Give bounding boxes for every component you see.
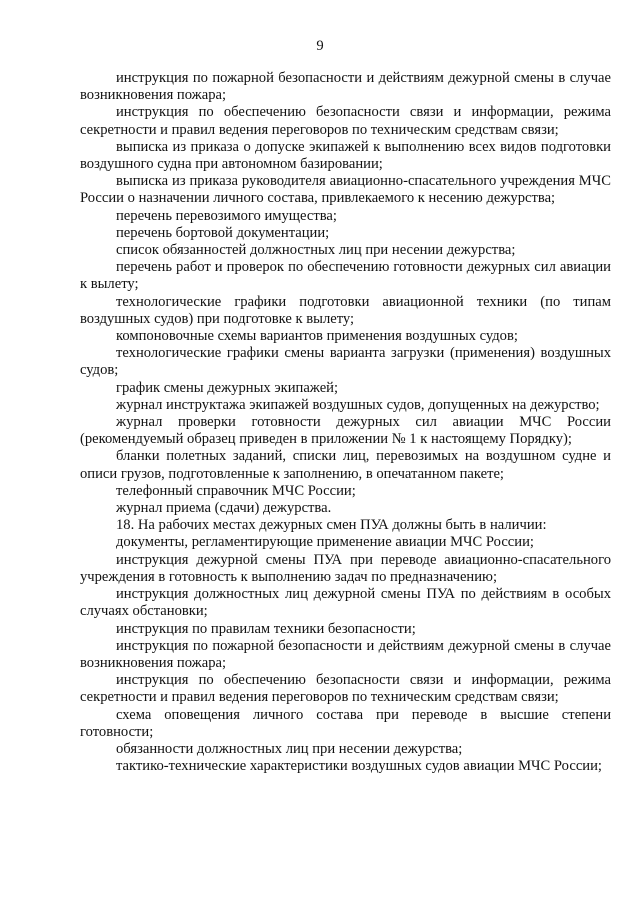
paragraph: инструкция дежурной смены ПУА при переводе авиационно-спасательного учреждения в готовность к выполнению задач по предназначению; — [80, 551, 611, 585]
paragraph: график смены дежурных экипажей; — [116, 379, 339, 396]
paragraph: перечень работ и проверок по обеспечению готовности дежурных сил авиации к вылету; — [80, 259, 611, 293]
paragraph: телефонный справочник МЧС России; — [116, 482, 356, 499]
paragraph: инструкция по пожарной безопасности и действиям дежурной смены в случае возникновения пожара; — [80, 637, 611, 671]
paragraph: обязанности должностных лиц при несении дежурства; — [116, 740, 463, 757]
paragraph: инструкция по обеспечению безопасности связи и информации, режима секретности и правил ведения переговоров по техническим средствам связи; — [80, 104, 611, 138]
paragraph: инструкция по обеспечению безопасности связи и информации, режима секретности и правил ведения переговоров по техническим средствам связи; — [80, 672, 611, 706]
paragraph: тактико-технические характеристики воздушных судов авиации МЧС России; — [116, 758, 602, 775]
paragraph: схема оповещения личного состава при переводе в высшие степени готовности; — [80, 706, 611, 740]
paragraph: выписка из приказа руководителя авиационно-спасательного учреждения МЧС России о назначении личного состава, привлекаемого к несению дежурства; — [80, 173, 611, 207]
paragraph: инструкция по правилам техники безопасности; — [116, 620, 416, 637]
paragraph: инструкция должностных лиц дежурной смены ПУА по действиям в особых случаях обстановки; — [80, 586, 611, 620]
paragraph: технологические графики подготовки авиационной техники (по типам воздушных судов) при подготовке к вылету; — [80, 293, 611, 327]
section-heading: 18. На рабочих местах дежурных смен ПУА должны быть в наличии: — [116, 517, 547, 534]
paragraph: бланки полетных заданий, списки лиц, перевозимых на воздушном судне и описи грузов, подготовленные к заполнению, в опечатанном пакете; — [80, 448, 611, 482]
body-text — [80, 70, 611, 775]
paragraph: компоновочные схемы вариантов применения воздушных судов; — [116, 328, 518, 345]
paragraph: документы, регламентирующие применение авиации МЧС России; — [116, 534, 534, 551]
paragraph: перечень перевозимого имущества; — [116, 207, 337, 224]
paragraph: журнал приема (сдачи) дежурства. — [116, 500, 332, 517]
paragraph: выписка из приказа о допуске экипажей к выполнению всех видов подготовки воздушного судна при автономном базировании; — [80, 138, 611, 173]
paragraph: инструкция по пожарной безопасности и действиям дежурной смены в случае возникновения пожара; — [80, 70, 611, 104]
paragraph: журнал инструктажа экипажей воздушных судов, допущенных на дежурство; — [116, 396, 600, 413]
paragraph: журнал проверки готовности дежурных сил авиации МЧС России (рекомендуемый образец приведен в приложении № 1 к настоящему Порядку); — [80, 414, 611, 448]
paragraph: технологические графики смены варианта загрузки (применения) воздушных судов; — [80, 345, 611, 379]
paragraph: список обязанностей должностных лиц при несении дежурства; — [116, 242, 516, 259]
paragraph: перечень бортовой документации; — [116, 224, 330, 241]
page-number: 9 — [316, 38, 324, 54]
